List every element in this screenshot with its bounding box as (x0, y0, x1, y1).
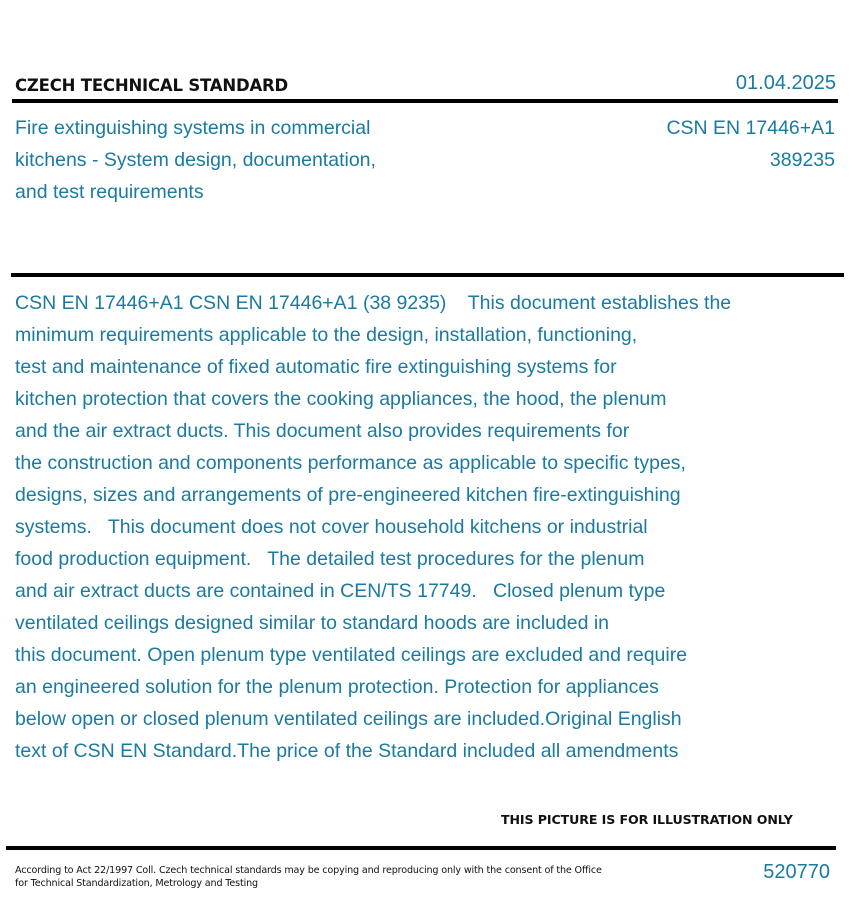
middle-divider (11, 273, 844, 277)
standard-code: CSN EN 17446+A1 (666, 117, 835, 139)
copyright-notice-line: for Technical Standardization, Metrology and Testing (15, 878, 258, 889)
description-line: the construction and components performance as applicable to specific types, (15, 452, 686, 474)
standard-title-line: and test requirements (15, 181, 204, 203)
publication-date: 01.04.2025 (735, 72, 836, 94)
standard-title (15, 112, 445, 208)
description-line: test and maintenance of fixed automatic fire extinguishing systems for (15, 356, 617, 378)
standard-title-line: kitchens - System design, documentation, (15, 149, 376, 171)
description-line: CSN EN 17446+A1 CSN EN 17446+A1 (38 9235) This document establishes the (15, 292, 732, 314)
description-line: ventilated ceilings designed similar to standard hoods are included in (15, 612, 610, 634)
description-line: text of CSN EN Standard.The price of the Standard included all amendments (15, 740, 679, 762)
standard-number: 389235 (769, 149, 835, 171)
description-line: food production equipment. The detailed test procedures for the plenum (15, 548, 645, 570)
description-line: below open or closed plenum ventilated ceilings are included.Original English (15, 708, 682, 730)
description-line: designs, sizes and arrangements of pre-engineered kitchen fire-extinguishing (15, 484, 681, 506)
standard-description (15, 287, 855, 767)
copyright-notice (15, 864, 615, 890)
description-line: kitchen protection that covers the cooking appliances, the hood, the plenum (15, 388, 667, 410)
standard-title-line: Fire extinguishing systems in commercial (15, 117, 371, 139)
description-line: and air extract ducts are contained in CEN/TS 17749. Closed plenum type (15, 580, 666, 602)
bottom-divider (6, 846, 836, 850)
standard-type-label: CZECH TECHNICAL STANDARD (15, 76, 289, 95)
description-line: this document. Open plenum type ventilated ceilings are excluded and require (15, 644, 688, 666)
description-line: and the air extract ducts. This document also provides requirements for (15, 420, 630, 442)
description-line: minimum requirements applicable to the design, installation, functioning, (15, 324, 638, 346)
catalog-number: 520770 (763, 861, 830, 883)
copyright-notice-line: According to Act 22/1997 Coll. Czech technical standards may be copying and reproducing only with the consent of the Office (15, 865, 602, 876)
description-line: an engineered solution for the plenum protection. Protection for appliances (15, 676, 659, 698)
illustration-disclaimer: THIS PICTURE IS FOR ILLUSTRATION ONLY (501, 812, 793, 827)
top-divider (12, 99, 838, 103)
standard-identifiers (666, 112, 835, 176)
description-line: systems. This document does not cover household kitchens or industrial (15, 516, 648, 538)
